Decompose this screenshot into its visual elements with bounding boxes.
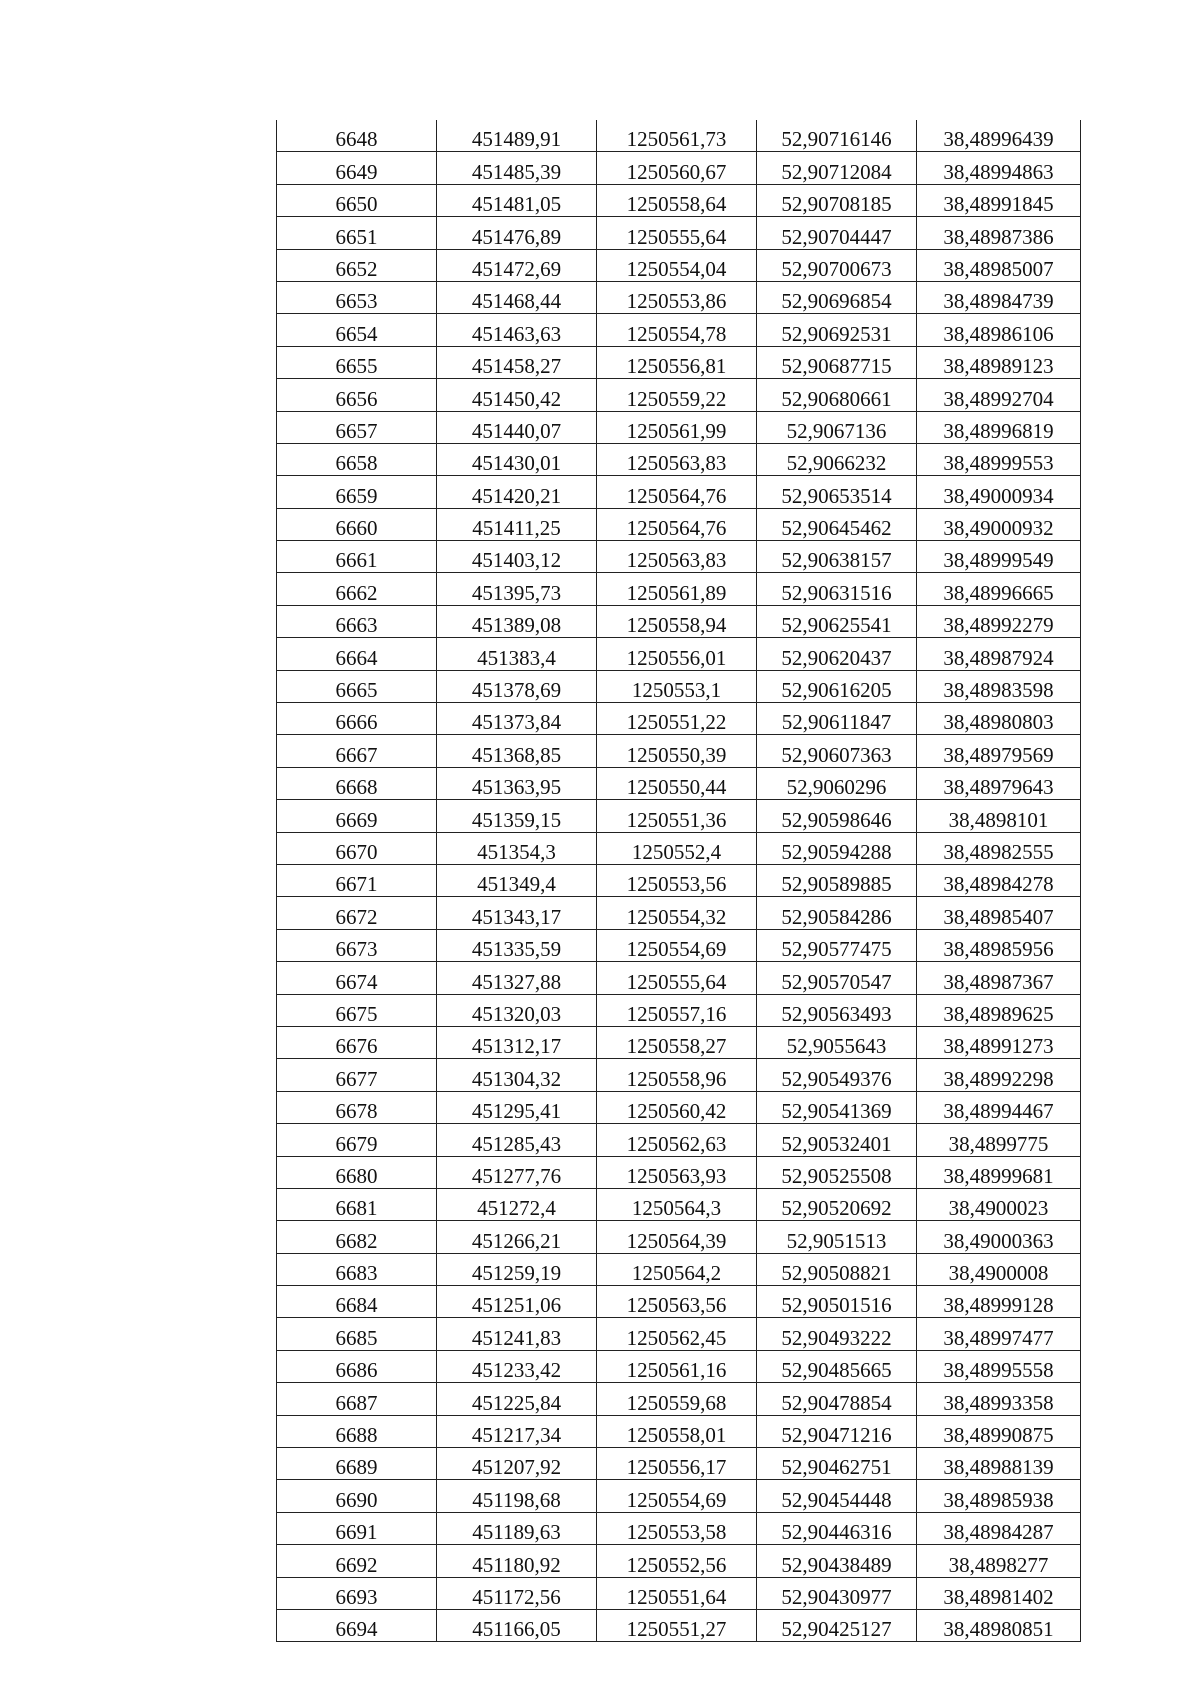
table-row	[277, 1091, 1081, 1123]
x-coordinate-cell: 451198,68	[437, 1480, 597, 1512]
point-number-cell: 6675	[277, 994, 437, 1026]
latitude-cell: 52,90570547	[757, 962, 917, 994]
x-coordinate-cell: 451359,15	[437, 800, 597, 832]
latitude-cell: 52,90563493	[757, 994, 917, 1026]
y-coordinate-cell: 1250553,86	[597, 281, 757, 313]
y-coordinate-cell: 1250551,22	[597, 703, 757, 735]
y-coordinate-cell: 1250552,56	[597, 1545, 757, 1577]
y-coordinate-cell: 1250556,81	[597, 346, 757, 378]
point-number-cell: 6648	[277, 120, 437, 152]
point-number-cell: 6663	[277, 605, 437, 637]
y-coordinate-cell: 1250554,04	[597, 249, 757, 281]
longitude-cell: 38,48986106	[917, 314, 1081, 346]
longitude-cell: 38,48989625	[917, 994, 1081, 1026]
y-coordinate-cell: 1250564,39	[597, 1221, 757, 1253]
x-coordinate-cell: 451172,56	[437, 1577, 597, 1609]
x-coordinate-cell: 451489,91	[437, 120, 597, 152]
y-coordinate-cell: 1250554,78	[597, 314, 757, 346]
longitude-cell: 38,48994467	[917, 1091, 1081, 1123]
latitude-cell: 52,90462751	[757, 1448, 917, 1480]
y-coordinate-cell: 1250555,64	[597, 962, 757, 994]
latitude-cell: 52,90584286	[757, 897, 917, 929]
longitude-cell: 38,48994863	[917, 152, 1081, 184]
table-row	[277, 800, 1081, 832]
point-number-cell: 6665	[277, 670, 437, 702]
coordinates-table	[276, 120, 1081, 1642]
y-coordinate-cell: 1250561,73	[597, 120, 757, 152]
point-number-cell: 6673	[277, 929, 437, 961]
x-coordinate-cell: 451180,92	[437, 1545, 597, 1577]
table-row	[277, 379, 1081, 411]
y-coordinate-cell: 1250564,2	[597, 1253, 757, 1285]
latitude-cell: 52,90454448	[757, 1480, 917, 1512]
y-coordinate-cell: 1250550,44	[597, 767, 757, 799]
point-number-cell: 6682	[277, 1221, 437, 1253]
latitude-cell: 52,90598646	[757, 800, 917, 832]
table-row	[277, 1350, 1081, 1382]
longitude-cell: 38,48993358	[917, 1383, 1081, 1415]
longitude-cell: 38,48984278	[917, 864, 1081, 896]
longitude-cell: 38,48988139	[917, 1448, 1081, 1480]
point-number-cell: 6686	[277, 1350, 437, 1382]
y-coordinate-cell: 1250553,56	[597, 864, 757, 896]
longitude-cell: 38,48992704	[917, 379, 1081, 411]
table-row	[277, 1026, 1081, 1058]
x-coordinate-cell: 451241,83	[437, 1318, 597, 1350]
point-number-cell: 6674	[277, 962, 437, 994]
x-coordinate-cell: 451304,32	[437, 1059, 597, 1091]
latitude-cell: 52,90594288	[757, 832, 917, 864]
longitude-cell: 38,48987367	[917, 962, 1081, 994]
table-row	[277, 1609, 1081, 1641]
latitude-cell: 52,90611847	[757, 703, 917, 735]
latitude-cell: 52,90700673	[757, 249, 917, 281]
table-row	[277, 1415, 1081, 1447]
point-number-cell: 6651	[277, 217, 437, 249]
x-coordinate-cell: 451463,63	[437, 314, 597, 346]
x-coordinate-cell: 451233,42	[437, 1350, 597, 1382]
table-row	[277, 1318, 1081, 1350]
table-row	[277, 1059, 1081, 1091]
x-coordinate-cell: 451295,41	[437, 1091, 597, 1123]
table-row	[277, 1512, 1081, 1544]
table-row	[277, 508, 1081, 540]
point-number-cell: 6668	[277, 767, 437, 799]
y-coordinate-cell: 1250562,63	[597, 1124, 757, 1156]
y-coordinate-cell: 1250553,58	[597, 1512, 757, 1544]
latitude-cell: 52,90541369	[757, 1091, 917, 1123]
table-row	[277, 703, 1081, 735]
y-coordinate-cell: 1250553,1	[597, 670, 757, 702]
point-number-cell: 6687	[277, 1383, 437, 1415]
latitude-cell: 52,90653514	[757, 476, 917, 508]
point-number-cell: 6694	[277, 1609, 437, 1641]
point-number-cell: 6693	[277, 1577, 437, 1609]
y-coordinate-cell: 1250563,93	[597, 1156, 757, 1188]
latitude-cell: 52,90589885	[757, 864, 917, 896]
table-row	[277, 249, 1081, 281]
x-coordinate-cell: 451472,69	[437, 249, 597, 281]
y-coordinate-cell: 1250564,3	[597, 1188, 757, 1220]
table-row	[277, 1448, 1081, 1480]
y-coordinate-cell: 1250563,83	[597, 541, 757, 573]
y-coordinate-cell: 1250551,36	[597, 800, 757, 832]
y-coordinate-cell: 1250563,56	[597, 1286, 757, 1318]
y-coordinate-cell: 1250557,16	[597, 994, 757, 1026]
x-coordinate-cell: 451272,4	[437, 1188, 597, 1220]
latitude-cell: 52,90687715	[757, 346, 917, 378]
longitude-cell: 38,48982555	[917, 832, 1081, 864]
latitude-cell: 52,90501516	[757, 1286, 917, 1318]
table-row	[277, 929, 1081, 961]
point-number-cell: 6679	[277, 1124, 437, 1156]
latitude-cell: 52,90508821	[757, 1253, 917, 1285]
point-number-cell: 6685	[277, 1318, 437, 1350]
point-number-cell: 6672	[277, 897, 437, 929]
y-coordinate-cell: 1250555,64	[597, 217, 757, 249]
x-coordinate-cell: 451389,08	[437, 605, 597, 637]
x-coordinate-cell: 451378,69	[437, 670, 597, 702]
longitude-cell: 38,48997477	[917, 1318, 1081, 1350]
y-coordinate-cell: 1250561,99	[597, 411, 757, 443]
x-coordinate-cell: 451403,12	[437, 541, 597, 573]
latitude-cell: 52,90430977	[757, 1577, 917, 1609]
latitude-cell: 52,90478854	[757, 1383, 917, 1415]
table-row	[277, 1383, 1081, 1415]
table-row	[277, 541, 1081, 573]
point-number-cell: 6649	[277, 152, 437, 184]
table-row	[277, 1188, 1081, 1220]
longitude-cell: 38,4900008	[917, 1253, 1081, 1285]
x-coordinate-cell: 451450,42	[437, 379, 597, 411]
y-coordinate-cell: 1250550,39	[597, 735, 757, 767]
longitude-cell: 38,48984287	[917, 1512, 1081, 1544]
point-number-cell: 6662	[277, 573, 437, 605]
table-row	[277, 573, 1081, 605]
point-number-cell: 6683	[277, 1253, 437, 1285]
table-row	[277, 670, 1081, 702]
x-coordinate-cell: 451420,21	[437, 476, 597, 508]
latitude-cell: 52,90716146	[757, 120, 917, 152]
point-number-cell: 6676	[277, 1026, 437, 1058]
latitude-cell: 52,90680661	[757, 379, 917, 411]
latitude-cell: 52,9066232	[757, 443, 917, 475]
longitude-cell: 38,49000932	[917, 508, 1081, 540]
longitude-cell: 38,48985956	[917, 929, 1081, 961]
longitude-cell: 38,48996665	[917, 573, 1081, 605]
table-row	[277, 1577, 1081, 1609]
x-coordinate-cell: 451440,07	[437, 411, 597, 443]
y-coordinate-cell: 1250558,27	[597, 1026, 757, 1058]
table-row	[277, 281, 1081, 313]
longitude-cell: 38,48983598	[917, 670, 1081, 702]
point-number-cell: 6671	[277, 864, 437, 896]
x-coordinate-cell: 451485,39	[437, 152, 597, 184]
longitude-cell: 38,48985938	[917, 1480, 1081, 1512]
point-number-cell: 6691	[277, 1512, 437, 1544]
coordinates-table-body	[277, 120, 1081, 1642]
table-row	[277, 120, 1081, 152]
latitude-cell: 52,90471216	[757, 1415, 917, 1447]
x-coordinate-cell: 451327,88	[437, 962, 597, 994]
latitude-cell: 52,90425127	[757, 1609, 917, 1641]
x-coordinate-cell: 451225,84	[437, 1383, 597, 1415]
longitude-cell: 38,48989123	[917, 346, 1081, 378]
point-number-cell: 6678	[277, 1091, 437, 1123]
point-number-cell: 6688	[277, 1415, 437, 1447]
x-coordinate-cell: 451363,95	[437, 767, 597, 799]
longitude-cell: 38,48991273	[917, 1026, 1081, 1058]
table-row	[277, 443, 1081, 475]
y-coordinate-cell: 1250554,69	[597, 1480, 757, 1512]
latitude-cell: 52,90645462	[757, 508, 917, 540]
table-row	[277, 346, 1081, 378]
y-coordinate-cell: 1250554,32	[597, 897, 757, 929]
table-row	[277, 864, 1081, 896]
table-row	[277, 1156, 1081, 1188]
x-coordinate-cell: 451259,19	[437, 1253, 597, 1285]
longitude-cell: 38,48992279	[917, 605, 1081, 637]
y-coordinate-cell: 1250558,64	[597, 184, 757, 216]
x-coordinate-cell: 451481,05	[437, 184, 597, 216]
x-coordinate-cell: 451354,3	[437, 832, 597, 864]
longitude-cell: 38,4898277	[917, 1545, 1081, 1577]
y-coordinate-cell: 1250556,17	[597, 1448, 757, 1480]
latitude-cell: 52,90631516	[757, 573, 917, 605]
y-coordinate-cell: 1250556,01	[597, 638, 757, 670]
latitude-cell: 52,9067136	[757, 411, 917, 443]
longitude-cell: 38,48999553	[917, 443, 1081, 475]
table-row	[277, 1480, 1081, 1512]
latitude-cell: 52,90577475	[757, 929, 917, 961]
y-coordinate-cell: 1250551,64	[597, 1577, 757, 1609]
x-coordinate-cell: 451411,25	[437, 508, 597, 540]
point-number-cell: 6650	[277, 184, 437, 216]
point-number-cell: 6666	[277, 703, 437, 735]
longitude-cell: 38,48981402	[917, 1577, 1081, 1609]
table-row	[277, 605, 1081, 637]
x-coordinate-cell: 451335,59	[437, 929, 597, 961]
longitude-cell: 38,48996439	[917, 120, 1081, 152]
y-coordinate-cell: 1250554,69	[597, 929, 757, 961]
table-row	[277, 832, 1081, 864]
longitude-cell: 38,48984739	[917, 281, 1081, 313]
latitude-cell: 52,90704447	[757, 217, 917, 249]
table-row	[277, 411, 1081, 443]
latitude-cell: 52,90485665	[757, 1350, 917, 1382]
x-coordinate-cell: 451383,4	[437, 638, 597, 670]
point-number-cell: 6692	[277, 1545, 437, 1577]
table-row	[277, 1253, 1081, 1285]
y-coordinate-cell: 1250563,83	[597, 443, 757, 475]
y-coordinate-cell: 1250551,27	[597, 1609, 757, 1641]
latitude-cell: 52,9055643	[757, 1026, 917, 1058]
x-coordinate-cell: 451166,05	[437, 1609, 597, 1641]
point-number-cell: 6657	[277, 411, 437, 443]
point-number-cell: 6680	[277, 1156, 437, 1188]
longitude-cell: 38,48999549	[917, 541, 1081, 573]
latitude-cell: 52,90525508	[757, 1156, 917, 1188]
latitude-cell: 52,90607363	[757, 735, 917, 767]
latitude-cell: 52,90696854	[757, 281, 917, 313]
longitude-cell: 38,4898101	[917, 800, 1081, 832]
longitude-cell: 38,48999681	[917, 1156, 1081, 1188]
table-row	[277, 1286, 1081, 1318]
table-row	[277, 1124, 1081, 1156]
latitude-cell: 52,90549376	[757, 1059, 917, 1091]
point-number-cell: 6677	[277, 1059, 437, 1091]
point-number-cell: 6664	[277, 638, 437, 670]
latitude-cell: 52,90708185	[757, 184, 917, 216]
table-row	[277, 962, 1081, 994]
x-coordinate-cell: 451373,84	[437, 703, 597, 735]
point-number-cell: 6669	[277, 800, 437, 832]
longitude-cell: 38,4900023	[917, 1188, 1081, 1220]
point-number-cell: 6684	[277, 1286, 437, 1318]
y-coordinate-cell: 1250560,67	[597, 152, 757, 184]
table-row	[277, 638, 1081, 670]
point-number-cell: 6655	[277, 346, 437, 378]
longitude-cell: 38,48991845	[917, 184, 1081, 216]
longitude-cell: 38,48979643	[917, 767, 1081, 799]
point-number-cell: 6653	[277, 281, 437, 313]
x-coordinate-cell: 451217,34	[437, 1415, 597, 1447]
table-row	[277, 152, 1081, 184]
table-row	[277, 735, 1081, 767]
y-coordinate-cell: 1250558,94	[597, 605, 757, 637]
x-coordinate-cell: 451476,89	[437, 217, 597, 249]
longitude-cell: 38,4899775	[917, 1124, 1081, 1156]
longitude-cell: 38,48985407	[917, 897, 1081, 929]
x-coordinate-cell: 451430,01	[437, 443, 597, 475]
longitude-cell: 38,48990875	[917, 1415, 1081, 1447]
x-coordinate-cell: 451189,63	[437, 1512, 597, 1544]
table-row	[277, 1545, 1081, 1577]
latitude-cell: 52,90438489	[757, 1545, 917, 1577]
longitude-cell: 38,48985007	[917, 249, 1081, 281]
latitude-cell: 52,90625541	[757, 605, 917, 637]
y-coordinate-cell: 1250564,76	[597, 476, 757, 508]
point-number-cell: 6670	[277, 832, 437, 864]
table-row	[277, 767, 1081, 799]
point-number-cell: 6658	[277, 443, 437, 475]
latitude-cell: 52,90638157	[757, 541, 917, 573]
x-coordinate-cell: 451251,06	[437, 1286, 597, 1318]
latitude-cell: 52,90493222	[757, 1318, 917, 1350]
table-row	[277, 897, 1081, 929]
longitude-cell: 38,49000934	[917, 476, 1081, 508]
latitude-cell: 52,90446316	[757, 1512, 917, 1544]
y-coordinate-cell: 1250559,68	[597, 1383, 757, 1415]
point-number-cell: 6661	[277, 541, 437, 573]
y-coordinate-cell: 1250552,4	[597, 832, 757, 864]
point-number-cell: 6690	[277, 1480, 437, 1512]
table-row	[277, 184, 1081, 216]
x-coordinate-cell: 451395,73	[437, 573, 597, 605]
point-number-cell: 6652	[277, 249, 437, 281]
latitude-cell: 52,90692531	[757, 314, 917, 346]
y-coordinate-cell: 1250561,89	[597, 573, 757, 605]
x-coordinate-cell: 451349,4	[437, 864, 597, 896]
x-coordinate-cell: 451266,21	[437, 1221, 597, 1253]
longitude-cell: 38,48999128	[917, 1286, 1081, 1318]
x-coordinate-cell: 451368,85	[437, 735, 597, 767]
latitude-cell: 52,9060296	[757, 767, 917, 799]
x-coordinate-cell: 451285,43	[437, 1124, 597, 1156]
table-row	[277, 314, 1081, 346]
table-row	[277, 1221, 1081, 1253]
latitude-cell: 52,90712084	[757, 152, 917, 184]
y-coordinate-cell: 1250558,96	[597, 1059, 757, 1091]
latitude-cell: 52,90616205	[757, 670, 917, 702]
longitude-cell: 38,48980851	[917, 1609, 1081, 1641]
y-coordinate-cell: 1250559,22	[597, 379, 757, 411]
longitude-cell: 38,49000363	[917, 1221, 1081, 1253]
x-coordinate-cell: 451468,44	[437, 281, 597, 313]
table-row	[277, 994, 1081, 1026]
latitude-cell: 52,90532401	[757, 1124, 917, 1156]
x-coordinate-cell: 451207,92	[437, 1448, 597, 1480]
point-number-cell: 6659	[277, 476, 437, 508]
longitude-cell: 38,48995558	[917, 1350, 1081, 1382]
x-coordinate-cell: 451343,17	[437, 897, 597, 929]
x-coordinate-cell: 451277,76	[437, 1156, 597, 1188]
point-number-cell: 6667	[277, 735, 437, 767]
longitude-cell: 38,48979569	[917, 735, 1081, 767]
point-number-cell: 6689	[277, 1448, 437, 1480]
y-coordinate-cell: 1250560,42	[597, 1091, 757, 1123]
latitude-cell: 52,90620437	[757, 638, 917, 670]
y-coordinate-cell: 1250558,01	[597, 1415, 757, 1447]
table-row	[277, 217, 1081, 249]
y-coordinate-cell: 1250564,76	[597, 508, 757, 540]
x-coordinate-cell: 451458,27	[437, 346, 597, 378]
point-number-cell: 6654	[277, 314, 437, 346]
longitude-cell: 38,48992298	[917, 1059, 1081, 1091]
latitude-cell: 52,9051513	[757, 1221, 917, 1253]
point-number-cell: 6681	[277, 1188, 437, 1220]
longitude-cell: 38,48996819	[917, 411, 1081, 443]
latitude-cell: 52,90520692	[757, 1188, 917, 1220]
longitude-cell: 38,48987386	[917, 217, 1081, 249]
x-coordinate-cell: 451320,03	[437, 994, 597, 1026]
y-coordinate-cell: 1250562,45	[597, 1318, 757, 1350]
longitude-cell: 38,48980803	[917, 703, 1081, 735]
point-number-cell: 6656	[277, 379, 437, 411]
longitude-cell: 38,48987924	[917, 638, 1081, 670]
y-coordinate-cell: 1250561,16	[597, 1350, 757, 1382]
point-number-cell: 6660	[277, 508, 437, 540]
table-row	[277, 476, 1081, 508]
x-coordinate-cell: 451312,17	[437, 1026, 597, 1058]
